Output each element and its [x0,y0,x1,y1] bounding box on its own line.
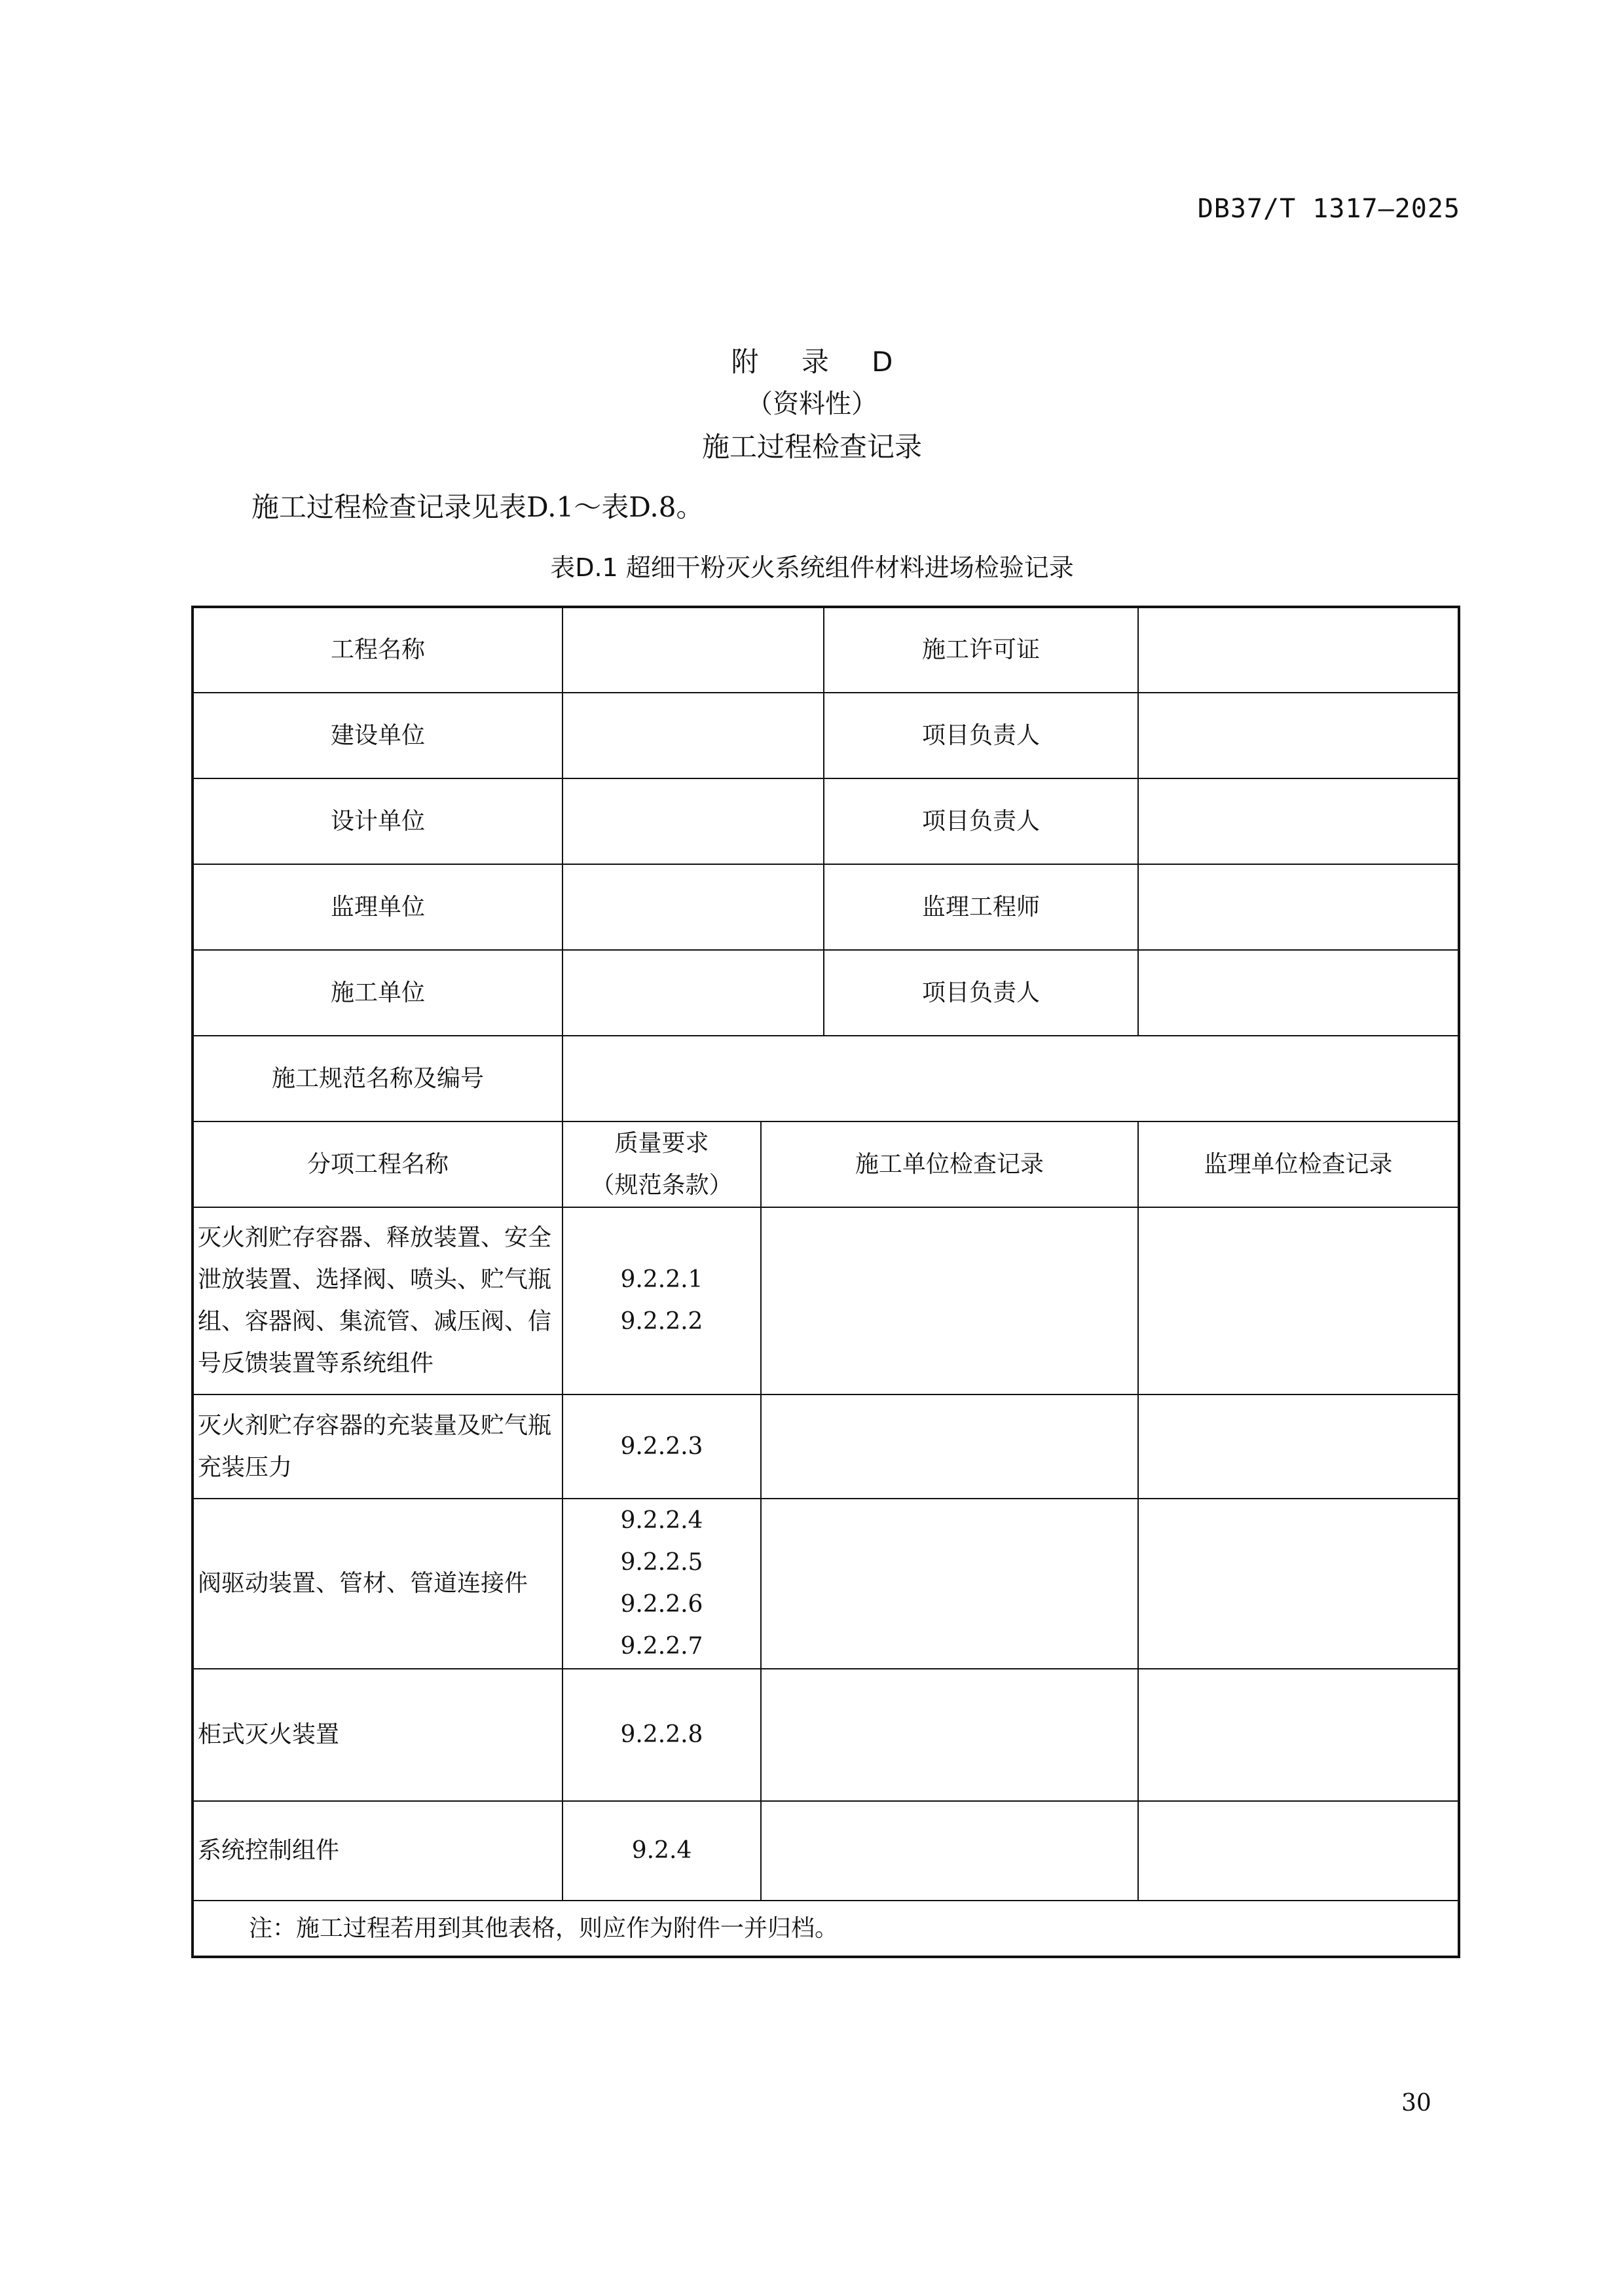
clause: 9.2.2.4 [620,1507,703,1534]
info-row [193,864,1459,950]
info-value-secondary [1138,693,1459,778]
column-header-row [193,1121,1459,1207]
info-label: 工程名称 [193,607,563,693]
supervisor-record-cell [1138,1394,1459,1499]
info-row [193,950,1459,1036]
col-header-quality [563,1121,761,1207]
page-number: 30 [1401,2090,1431,2117]
item-clauses [563,1669,761,1801]
clause: 9.2.2.5 [620,1549,703,1576]
clause: 9.2.2.6 [620,1591,703,1618]
appendix-title: 施工过程检查记录 [701,431,922,463]
col-header-contractor: 施工单位检查记录 [761,1121,1138,1207]
info-value [563,950,824,1036]
note-row [193,1901,1459,1957]
info-label: 施工单位 [193,950,563,1036]
item-clauses [563,1394,761,1499]
info-label: 建设单位 [193,693,563,778]
info-label-secondary: 项目负责人 [824,693,1138,778]
spec-label: 施工规范名称及编号 [193,1036,563,1121]
contractor-record-cell [761,1801,1138,1901]
contractor-record-cell [761,1394,1138,1499]
clause: 9.2.4 [631,1837,692,1864]
table-row [193,1394,1459,1499]
contractor-record-cell [761,1669,1138,1801]
info-value-secondary [1138,607,1459,693]
supervisor-record-cell [1138,1499,1459,1669]
table-row [193,1499,1459,1669]
contractor-record-cell [761,1207,1138,1394]
info-value-secondary [1138,778,1459,864]
info-value [563,778,824,864]
table-row [193,1801,1459,1901]
table-note: 注：施工过程若用到其他表格，则应作为附件一并归档。 [193,1901,1459,1957]
info-label: 设计单位 [193,778,563,864]
col-header-quality-line2: （规范条款） [591,1171,733,1199]
inspection-record-table [191,606,1460,1958]
supervisor-record-cell [1138,1801,1459,1901]
item-name: 灭火剂贮存容器、释放装置、安全泄放装置、选择阀、喷头、贮气瓶组、容器阀、集流管、减压阀、信号反馈装置等系统组件 [193,1207,563,1394]
contractor-record-cell [761,1499,1138,1669]
info-label-secondary: 施工许可证 [824,607,1138,693]
clause: 9.2.2.2 [620,1308,703,1335]
info-label: 监理单位 [193,864,563,950]
supervisor-record-cell [1138,1669,1459,1801]
spec-value [563,1036,1459,1121]
info-value [563,864,824,950]
item-clauses [563,1207,761,1394]
intro-paragraph: 施工过程检查记录见表D.1～表D.8。 [251,491,704,523]
table-caption: 表D.1 超细干粉灭火系统组件材料进场检验记录 [550,553,1074,582]
clause: 9.2.2.8 [620,1721,703,1748]
col-header-supervisor: 监理单位检查记录 [1138,1121,1459,1207]
info-value [563,693,824,778]
item-name: 柜式灭火装置 [193,1669,563,1801]
item-name: 阀驱动装置、管材、管道连接件 [193,1499,563,1669]
info-label-secondary: 项目负责人 [824,778,1138,864]
info-value-secondary [1138,950,1459,1036]
info-label-secondary: 项目负责人 [824,950,1138,1036]
clause: 9.2.2.3 [620,1432,703,1460]
info-row [193,693,1459,778]
info-value [563,607,824,693]
item-name: 灭火剂贮存容器的充装量及贮气瓶充装压力 [193,1394,563,1499]
supervisor-record-cell [1138,1207,1459,1394]
clause: 9.2.2.1 [620,1266,703,1293]
info-row [193,607,1459,693]
appendix-label: 附 录 D [731,346,910,378]
spec-row [193,1036,1459,1121]
table-row [193,1669,1459,1801]
clause: 9.2.2.7 [620,1633,703,1660]
info-label-secondary: 监理工程师 [824,864,1138,950]
item-name: 系统控制组件 [193,1801,563,1901]
standard-code: DB37/T 1317—2025 [1197,194,1460,224]
item-clauses [563,1801,761,1901]
item-clauses [563,1499,761,1669]
table-row [193,1207,1459,1394]
info-value-secondary [1138,864,1459,950]
col-header-item: 分项工程名称 [193,1121,563,1207]
col-header-quality-line1: 质量要求 [614,1129,709,1157]
appendix-nature: （资料性） [747,389,877,419]
info-row [193,778,1459,864]
